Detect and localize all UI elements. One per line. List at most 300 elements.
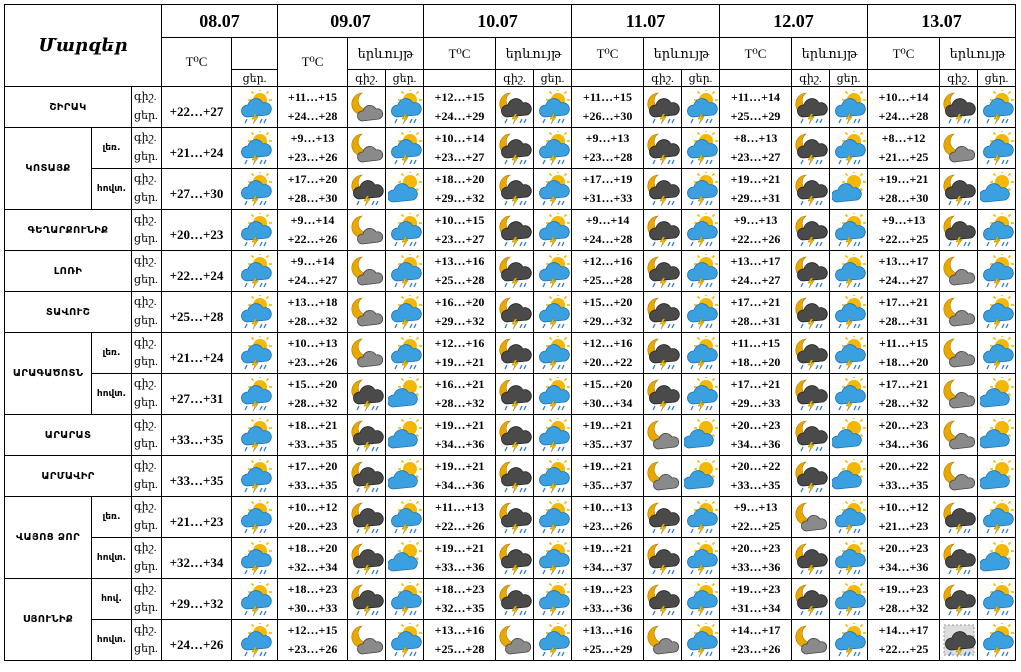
night-label-11-07: գիշ. bbox=[644, 70, 682, 87]
temp-range-cell bbox=[572, 538, 644, 579]
sun-cloud-rain-thunder-icon bbox=[232, 87, 278, 128]
sun-cloud-rain-thunder-icon bbox=[534, 415, 572, 456]
moon-cloud-rain-thunder-icon bbox=[940, 210, 978, 251]
day-temp: +33…+35 bbox=[878, 478, 929, 492]
sun-cloud-rain-thunder-icon bbox=[682, 87, 720, 128]
table-row bbox=[5, 456, 1016, 497]
night-label: գիշ. bbox=[134, 624, 157, 636]
phenomenon-header-09-07: երևույթ bbox=[348, 38, 424, 70]
day-temp: +29…+33 bbox=[730, 396, 781, 410]
night-temp: +19…+21 bbox=[730, 172, 781, 186]
night-temp: +12…+15 bbox=[434, 90, 485, 104]
moon-cloud-rain-thunder-icon bbox=[792, 456, 830, 497]
temp-range-cell bbox=[278, 538, 348, 579]
date-header-11-07: 11.07 bbox=[572, 5, 720, 38]
sun-cloud-rain-thunder-icon bbox=[830, 374, 868, 415]
night-temp: +19…+21 bbox=[878, 172, 929, 186]
region-name: ԱՐԱՐԱՏ bbox=[5, 415, 132, 456]
subregion-name: լեռ. bbox=[92, 128, 132, 169]
day-temp: +30…+33 bbox=[287, 601, 338, 615]
night-temp: +13…+18 bbox=[287, 295, 338, 309]
sun-cloud-icon bbox=[978, 538, 1016, 579]
moon-cloud-rain-thunder-icon bbox=[644, 374, 682, 415]
temp-range-cell bbox=[868, 210, 940, 251]
sun-cloud-rain-thunder-icon bbox=[978, 579, 1016, 620]
moon-cloud-rain-thunder-icon bbox=[792, 169, 830, 210]
night-temp: +18…+23 bbox=[434, 582, 485, 596]
temp-range-cell bbox=[424, 87, 496, 128]
temp-08-07: +27…+31 bbox=[162, 374, 232, 415]
moon-cloud-rain-thunder-icon bbox=[348, 374, 386, 415]
region-name: ԳԵՂԱՐՔՈՒՆԻՔ bbox=[5, 210, 132, 251]
night-label: գիշ. bbox=[134, 378, 157, 390]
sun-cloud-rain-thunder-icon bbox=[386, 292, 424, 333]
day-temp: +22…+25 bbox=[878, 642, 929, 656]
moon-cloud-icon bbox=[644, 415, 682, 456]
region-name: ԼՈՌԻ bbox=[5, 251, 132, 292]
temp-range-cell bbox=[720, 415, 792, 456]
day-label: ցեր. bbox=[134, 110, 158, 122]
temp-header-13-07-blank bbox=[868, 70, 940, 87]
date-header-08-07: 08.07 bbox=[162, 5, 278, 38]
night-temp: +17…+21 bbox=[878, 295, 929, 309]
day-temp: +20…+22 bbox=[582, 355, 633, 369]
day-temp: +23…+28 bbox=[582, 150, 633, 164]
temp-range-cell bbox=[720, 538, 792, 579]
table-row bbox=[5, 333, 1016, 374]
temp-range-cell bbox=[868, 538, 940, 579]
temp-range-cell bbox=[868, 333, 940, 374]
night-temp: +13…+17 bbox=[730, 254, 781, 268]
temp-header-10-07-blank bbox=[424, 70, 496, 87]
table-row bbox=[5, 128, 1016, 169]
sun-cloud-rain-thunder-icon bbox=[830, 333, 868, 374]
moon-cloud-rain-thunder-icon bbox=[496, 210, 534, 251]
sun-cloud-rain-thunder-icon bbox=[830, 620, 868, 661]
temp-range-cell bbox=[278, 497, 348, 538]
day-temp: +22…+26 bbox=[287, 232, 338, 246]
temp-range-cell bbox=[278, 579, 348, 620]
moon-cloud-icon bbox=[348, 87, 386, 128]
region-name: ԱՐԱԳԱԾՈՏՆ bbox=[5, 333, 92, 415]
temp-range-cell bbox=[278, 620, 348, 661]
day-temp: +33…+35 bbox=[730, 478, 781, 492]
night-day-labels bbox=[132, 251, 162, 292]
sun-cloud-rain-thunder-icon bbox=[682, 579, 720, 620]
sun-cloud-rain-thunder-icon bbox=[830, 251, 868, 292]
moon-cloud-rain-thunder-icon bbox=[496, 333, 534, 374]
sun-cloud-rain-thunder-icon bbox=[232, 579, 278, 620]
day-label-13-07: ցեր. bbox=[978, 70, 1016, 87]
night-temp: +17…+20 bbox=[287, 172, 338, 186]
temp-range-cell bbox=[278, 292, 348, 333]
night-label: գիշ. bbox=[134, 337, 157, 349]
sun-cloud-rain-thunder-icon bbox=[232, 210, 278, 251]
day-temp: +30…+34 bbox=[582, 396, 633, 410]
night-label: գիշ. bbox=[134, 214, 157, 226]
day-label: ցեր. bbox=[134, 233, 158, 245]
night-temp: +11…+14 bbox=[730, 90, 780, 104]
sun-cloud-rain-thunder-icon bbox=[232, 538, 278, 579]
night-temp: +17…+21 bbox=[730, 377, 781, 391]
moon-cloud-rain-thunder-icon bbox=[940, 538, 978, 579]
temp-header-11-07-blank bbox=[572, 70, 644, 87]
temp-range-cell bbox=[868, 415, 940, 456]
temp-range-cell bbox=[868, 169, 940, 210]
phenomenon-header-13-07: երևույթ bbox=[940, 38, 1016, 70]
moon-cloud-rain-thunder-icon bbox=[348, 538, 386, 579]
moon-cloud-rain-thunder-icon bbox=[496, 456, 534, 497]
night-label: գիշ. bbox=[134, 255, 157, 267]
sun-cloud-rain-thunder-icon bbox=[682, 128, 720, 169]
table-row bbox=[5, 497, 1016, 538]
night-temp: +19…+21 bbox=[434, 541, 485, 555]
temp-range-cell bbox=[278, 374, 348, 415]
temp-range-cell bbox=[868, 620, 940, 661]
day-temp: +23…+27 bbox=[434, 150, 485, 164]
night-day-labels bbox=[132, 497, 162, 538]
temp-range-cell bbox=[720, 456, 792, 497]
day-temp: +18…+20 bbox=[730, 355, 781, 369]
night-temp: +13…+16 bbox=[434, 623, 485, 637]
day-temp: +28…+32 bbox=[287, 396, 338, 410]
day-temp: +28…+30 bbox=[878, 191, 929, 205]
temp-range-cell bbox=[720, 128, 792, 169]
temp-range-cell bbox=[868, 579, 940, 620]
table-row bbox=[5, 169, 1016, 210]
subregion-name: հովտ. bbox=[92, 169, 132, 210]
sun-cloud-rain-thunder-icon bbox=[386, 210, 424, 251]
date-header-09-07: 09.07 bbox=[278, 5, 424, 38]
day-temp: +24…+29 bbox=[434, 109, 485, 123]
temp-range-cell bbox=[424, 579, 496, 620]
moon-cloud-icon bbox=[348, 333, 386, 374]
day-temp: +22…+25 bbox=[878, 232, 929, 246]
sun-cloud-rain-thunder-icon bbox=[386, 620, 424, 661]
phenomenon-header-12-07: երևույթ bbox=[792, 38, 868, 70]
moon-cloud-rain-thunder-icon bbox=[348, 415, 386, 456]
phenomenon-header-08-07 bbox=[232, 38, 278, 70]
moon-cloud-icon bbox=[348, 128, 386, 169]
sun-cloud-rain-thunder-icon bbox=[682, 169, 720, 210]
temp-range-cell bbox=[424, 251, 496, 292]
temp-08-07: +25…+28 bbox=[162, 292, 232, 333]
day-temp: +28…+32 bbox=[878, 601, 929, 615]
night-temp: +17…+19 bbox=[582, 172, 633, 186]
night-temp: +9…+14 bbox=[290, 213, 335, 227]
moon-cloud-rain-thunder-icon bbox=[792, 415, 830, 456]
day-temp: +33…+36 bbox=[434, 560, 485, 574]
night-temp: +12…+15 bbox=[287, 623, 338, 637]
day-temp: +31…+34 bbox=[730, 601, 781, 615]
day-label: ցեր. bbox=[134, 438, 158, 450]
night-temp: +15…+20 bbox=[287, 377, 338, 391]
night-temp: +8…+12 bbox=[881, 131, 926, 145]
moon-cloud-rain-thunder-icon bbox=[496, 415, 534, 456]
temp-range-cell bbox=[572, 415, 644, 456]
moon-cloud-icon bbox=[348, 620, 386, 661]
night-temp: +9…+13 bbox=[881, 213, 926, 227]
temp-range-cell bbox=[720, 87, 792, 128]
day-temp: +23…+26 bbox=[287, 355, 338, 369]
temp-range-cell bbox=[278, 415, 348, 456]
day-label-09-07: ցեր. bbox=[386, 70, 424, 87]
night-temp: +11…+15 bbox=[878, 336, 928, 350]
night-temp: +13…+16 bbox=[582, 623, 633, 637]
day-temp: +21…+25 bbox=[878, 150, 929, 164]
day-temp: +23…+27 bbox=[730, 150, 781, 164]
temp-range-cell bbox=[868, 456, 940, 497]
moon-cloud-rain-thunder-icon bbox=[348, 579, 386, 620]
sun-cloud-rain-thunder-icon bbox=[534, 292, 572, 333]
temp-range-cell bbox=[572, 87, 644, 128]
region-name: ՎԱՅՈՑ ՁՈՐ bbox=[5, 497, 92, 579]
day-label-12-07: ցեր. bbox=[830, 70, 868, 87]
region-name: ԱՐՄԱՎԻՐ bbox=[5, 456, 132, 497]
temp-range-cell bbox=[424, 292, 496, 333]
night-day-labels bbox=[132, 579, 162, 620]
day-temp: +28…+31 bbox=[878, 314, 929, 328]
day-label: ցեր. bbox=[134, 479, 158, 491]
temp-range-cell bbox=[278, 169, 348, 210]
table-row bbox=[5, 620, 1016, 661]
moon-cloud-rain-thunder-icon bbox=[496, 292, 534, 333]
temp-range-cell bbox=[868, 374, 940, 415]
night-label: գիշ. bbox=[134, 132, 157, 144]
table-row bbox=[5, 538, 1016, 579]
table-row bbox=[5, 415, 1016, 456]
sun-cloud-rain-thunder-icon bbox=[830, 579, 868, 620]
sun-cloud-icon bbox=[830, 169, 868, 210]
sun-cloud-rain-thunder-icon bbox=[830, 210, 868, 251]
moon-cloud-icon bbox=[940, 128, 978, 169]
temp-range-cell bbox=[424, 538, 496, 579]
temp-range-cell bbox=[278, 251, 348, 292]
day-temp: +25…+28 bbox=[434, 642, 485, 656]
temp-08-07: +32…+34 bbox=[162, 538, 232, 579]
sun-cloud-icon bbox=[682, 415, 720, 456]
table-row bbox=[5, 210, 1016, 251]
night-day-labels bbox=[132, 210, 162, 251]
day-temp: +21…+23 bbox=[878, 519, 929, 533]
moon-cloud-rain-thunder-icon bbox=[940, 169, 978, 210]
temp-range-cell bbox=[424, 456, 496, 497]
table-row bbox=[5, 292, 1016, 333]
temp-range-cell bbox=[720, 210, 792, 251]
moon-cloud-rain-thunder-icon bbox=[644, 292, 682, 333]
temp-08-07: +27…+30 bbox=[162, 169, 232, 210]
moon-cloud-rain-thunder-icon bbox=[496, 374, 534, 415]
sun-cloud-rain-thunder-icon bbox=[534, 210, 572, 251]
subregion-name: լեռ. bbox=[92, 333, 132, 374]
night-temp: +14…+17 bbox=[730, 623, 781, 637]
moon-cloud-icon bbox=[792, 620, 830, 661]
cloud-rain-thunder-icon bbox=[940, 620, 978, 661]
night-day-labels bbox=[132, 87, 162, 128]
region-name: ԿՈՏԱՅՔ bbox=[5, 128, 92, 210]
night-temp: +19…+23 bbox=[730, 582, 781, 596]
sun-cloud-icon bbox=[978, 456, 1016, 497]
moon-cloud-rain-thunder-icon bbox=[792, 292, 830, 333]
temp-header-10-07: T⁰C bbox=[424, 38, 496, 70]
night-day-labels bbox=[132, 333, 162, 374]
day-temp: +24…+28 bbox=[878, 109, 929, 123]
temp-header-13-07: T⁰C bbox=[868, 38, 940, 70]
region-name: ՏԱՎՈՒՇ bbox=[5, 292, 132, 333]
night-temp: +12…+16 bbox=[582, 336, 633, 350]
moon-cloud-rain-thunder-icon bbox=[644, 128, 682, 169]
sun-cloud-rain-thunder-icon bbox=[682, 497, 720, 538]
day-temp: +28…+32 bbox=[878, 396, 929, 410]
night-temp: +20…+23 bbox=[730, 418, 781, 432]
day-temp: +28…+32 bbox=[434, 396, 485, 410]
temp-range-cell bbox=[278, 456, 348, 497]
moon-cloud-rain-thunder-icon bbox=[792, 374, 830, 415]
sun-cloud-rain-thunder-icon bbox=[534, 251, 572, 292]
sun-cloud-rain-thunder-icon bbox=[232, 251, 278, 292]
night-temp: +13…+16 bbox=[434, 254, 485, 268]
sun-cloud-icon bbox=[978, 374, 1016, 415]
day-temp: +23…+26 bbox=[287, 642, 338, 656]
subregion-name: հովտ. bbox=[92, 620, 132, 661]
sun-cloud-rain-thunder-icon bbox=[978, 128, 1016, 169]
night-label: գիշ. bbox=[134, 501, 157, 513]
night-temp: +13…+17 bbox=[878, 254, 929, 268]
temp-range-cell bbox=[572, 620, 644, 661]
night-temp: +18…+21 bbox=[287, 418, 338, 432]
day-temp: +23…+26 bbox=[582, 519, 633, 533]
temp-header-09-07: T⁰C bbox=[278, 38, 348, 87]
moon-cloud-rain-thunder-icon bbox=[940, 497, 978, 538]
night-label: գիշ. bbox=[134, 419, 157, 431]
moon-cloud-rain-thunder-icon bbox=[496, 128, 534, 169]
night-label: գիշ. bbox=[134, 542, 157, 554]
night-temp: +11…+13 bbox=[434, 500, 484, 514]
night-temp: +19…+21 bbox=[582, 541, 633, 555]
region-name: ՇԻՐԱԿ bbox=[5, 87, 132, 128]
night-temp: +14…+17 bbox=[878, 623, 929, 637]
day-label: ցեր. bbox=[134, 151, 158, 163]
day-temp: +24…+28 bbox=[287, 109, 338, 123]
night-label-12-07: գիշ. bbox=[792, 70, 830, 87]
day-temp: +22…+25 bbox=[730, 519, 781, 533]
moon-cloud-icon bbox=[940, 251, 978, 292]
day-temp: +26…+30 bbox=[582, 109, 633, 123]
night-temp: +12…+16 bbox=[582, 254, 633, 268]
subregion-name: հով. bbox=[92, 579, 132, 620]
day-label: ցեր. bbox=[134, 397, 158, 409]
day-temp: +32…+35 bbox=[434, 601, 485, 615]
moon-cloud-rain-thunder-icon bbox=[644, 251, 682, 292]
sun-cloud-rain-thunder-icon bbox=[386, 497, 424, 538]
moon-cloud-icon bbox=[792, 497, 830, 538]
night-temp: +19…+21 bbox=[582, 418, 633, 432]
moon-cloud-icon bbox=[940, 374, 978, 415]
day-label-11-07: ցեր. bbox=[682, 70, 720, 87]
sun-cloud-rain-thunder-icon bbox=[682, 251, 720, 292]
moon-cloud-icon bbox=[940, 292, 978, 333]
night-day-labels bbox=[132, 415, 162, 456]
sun-cloud-rain-thunder-icon bbox=[682, 620, 720, 661]
phenomenon-header-10-07: երևույթ bbox=[496, 38, 572, 70]
temp-range-cell bbox=[868, 251, 940, 292]
moon-cloud-rain-thunder-icon bbox=[792, 251, 830, 292]
day-temp: +33…+36 bbox=[582, 601, 633, 615]
temp-range-cell bbox=[720, 333, 792, 374]
moon-cloud-rain-thunder-icon bbox=[792, 538, 830, 579]
sun-cloud-rain-thunder-icon bbox=[682, 333, 720, 374]
night-temp: +11…+15 bbox=[730, 336, 780, 350]
temp-range-cell bbox=[572, 497, 644, 538]
night-day-labels bbox=[132, 292, 162, 333]
night-label: գիշ. bbox=[134, 173, 157, 185]
sun-cloud-rain-thunder-icon bbox=[978, 87, 1016, 128]
temp-range-cell bbox=[424, 169, 496, 210]
moon-cloud-rain-thunder-icon bbox=[348, 169, 386, 210]
night-temp: +9…+13 bbox=[585, 131, 630, 145]
day-temp: +34…+36 bbox=[434, 478, 485, 492]
night-temp: +19…+23 bbox=[582, 582, 633, 596]
sun-cloud-rain-thunder-icon bbox=[682, 538, 720, 579]
night-temp: +20…+23 bbox=[730, 541, 781, 555]
day-temp: +22…+26 bbox=[730, 232, 781, 246]
day-temp: +25…+28 bbox=[434, 273, 485, 287]
sun-cloud-rain-thunder-icon bbox=[386, 251, 424, 292]
temp-range-cell bbox=[720, 579, 792, 620]
night-day-labels bbox=[132, 128, 162, 169]
temp-range-cell bbox=[720, 169, 792, 210]
night-label-10-07: գիշ. bbox=[496, 70, 534, 87]
night-day-labels bbox=[132, 620, 162, 661]
day-temp: +34…+37 bbox=[582, 560, 633, 574]
day-temp: +28…+30 bbox=[287, 191, 338, 205]
sun-cloud-rain-thunder-icon bbox=[978, 620, 1016, 661]
day-temp: +22…+26 bbox=[434, 519, 485, 533]
night-temp: +10…+12 bbox=[878, 500, 929, 514]
night-temp: +15…+20 bbox=[582, 295, 633, 309]
moon-cloud-rain-thunder-icon bbox=[644, 579, 682, 620]
temp-08-07: +22…+24 bbox=[162, 251, 232, 292]
temp-08-07: +21…+23 bbox=[162, 497, 232, 538]
sun-cloud-rain-thunder-icon bbox=[534, 456, 572, 497]
night-temp: +10…+13 bbox=[582, 500, 633, 514]
sun-cloud-rain-thunder-icon bbox=[386, 579, 424, 620]
moon-cloud-icon bbox=[644, 456, 682, 497]
day-temp: +18…+20 bbox=[878, 355, 929, 369]
moon-cloud-rain-thunder-icon bbox=[940, 579, 978, 620]
temp-range-cell bbox=[278, 87, 348, 128]
moon-cloud-icon bbox=[496, 620, 534, 661]
night-day-labels bbox=[132, 538, 162, 579]
night-temp: +18…+20 bbox=[434, 172, 485, 186]
sun-cloud-rain-thunder-icon bbox=[232, 374, 278, 415]
temp-header-12-07: T⁰C bbox=[720, 38, 792, 70]
region-name: ՍՅՈՒՆԻՔ bbox=[5, 579, 92, 661]
night-label: գիշ. bbox=[134, 583, 157, 595]
moon-cloud-rain-thunder-icon bbox=[940, 87, 978, 128]
night-label: գիշ. bbox=[134, 460, 157, 472]
temp-08-07: +33…+35 bbox=[162, 456, 232, 497]
day-temp: +33…+36 bbox=[730, 560, 781, 574]
day-temp: +35…+37 bbox=[582, 437, 633, 451]
sun-cloud-rain-thunder-icon bbox=[534, 497, 572, 538]
sun-cloud-rain-thunder-icon bbox=[534, 374, 572, 415]
moon-cloud-rain-thunder-icon bbox=[644, 538, 682, 579]
temp-range-cell bbox=[572, 292, 644, 333]
day-temp: +31…+33 bbox=[582, 191, 633, 205]
moon-cloud-icon bbox=[644, 620, 682, 661]
night-temp: +17…+20 bbox=[287, 459, 338, 473]
